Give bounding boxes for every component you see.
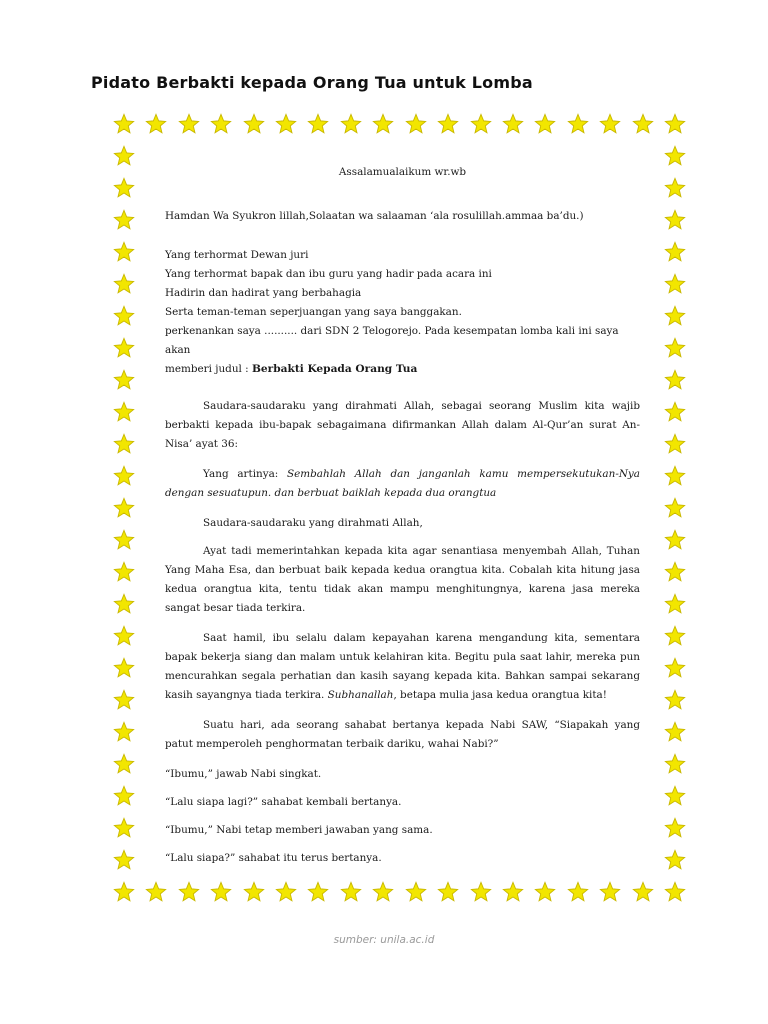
star-icon [664,593,686,615]
star-icon [113,305,135,327]
dialog-line: “Lalu siapa?” sahabat itu terus bertanya. [165,852,382,864]
star-icon [275,113,297,135]
star-icon [340,881,362,903]
document-image [113,113,686,903]
star-icon [664,497,686,519]
star-icon [664,785,686,807]
star-icon [113,529,135,551]
star-icon [664,305,686,327]
star-icon [275,881,297,903]
star-icon [243,113,265,135]
star-icon [210,113,232,135]
salam-line: Assalamualaikum wr.wb [338,166,467,178]
star-icon [664,529,686,551]
star-icon [113,497,135,519]
star-icon [502,113,524,135]
star-icon [113,689,135,711]
dialog-line: “Ibumu,” Nabi tetap memberi jawaban yang sama. [165,824,433,836]
star-icon [567,113,589,135]
star-icon [534,113,556,135]
paragraph [165,465,640,503]
star-icon [113,625,135,647]
star-icon [372,881,394,903]
star-icon [113,241,135,263]
star-icon [307,881,329,903]
greeting-line: perkenankan saya .......... dari SDN 2 Telogorejo. Pada kesempatan lomba kali ini saya akan [165,325,619,356]
star-icon [664,145,686,167]
star-icon [599,113,621,135]
star-icon [632,113,654,135]
star-icon [502,881,524,903]
star-icon [664,561,686,583]
paragraph-prefix: Yang artinya: [203,468,288,480]
star-icon [145,881,167,903]
star-icon [664,465,686,487]
star-icon [470,113,492,135]
star-icon [113,145,135,167]
star-icon [372,113,394,135]
star-icon [664,433,686,455]
star-icon [437,881,459,903]
star-icon [664,177,686,199]
star-icon [664,817,686,839]
star-icon [567,881,589,903]
star-icon [664,241,686,263]
greeting-line: Yang terhormat Dewan juri [165,249,309,261]
star-icon [664,337,686,359]
star-icon [243,881,265,903]
star-icon [664,273,686,295]
star-icon [113,273,135,295]
star-icon [113,593,135,615]
star-icon [113,753,135,775]
paragraph [165,629,640,705]
paragraph: Suatu hari, ada seorang sahabat bertanya kepada Nabi SAW, “Siapakah yang patut memperoleh penghormatan terbaik dariku, wahai Nabi?” [165,719,640,750]
star-icon [113,785,135,807]
star-icon [664,401,686,423]
star-icon [307,113,329,135]
page-title: Pidato Berbakti kepada Orang Tua untuk Lomba [91,73,533,92]
star-icon [405,881,427,903]
speech-title: Berbakti Kepada Orang Tua [251,363,418,375]
star-icon [113,721,135,743]
star-icon [340,113,362,135]
star-icon [664,369,686,391]
star-icon [664,209,686,231]
star-icon [113,433,135,455]
star-icon [113,465,135,487]
speech-text [165,160,640,877]
star-icon [113,817,135,839]
star-icon [534,881,556,903]
star-icon [664,753,686,775]
opening-line: Hamdan Wa Syukron lillah,Solaatan wa salaaman ‘ala rosulillah.ammaa ba’du.) [165,210,584,222]
star-icon [664,113,686,135]
star-icon [178,113,200,135]
paragraph: Saudara-saudaraku yang dirahmati Allah, sebagai seorang Muslim kita wajib berbakti kepada ibu-bapak sebagaimana difirmankan Allah dalam Al-Qur’an surat An-Nisa’ ayat 36: [165,400,640,450]
star-icon [599,881,621,903]
star-icon [437,113,459,135]
star-icon [210,881,232,903]
dialog-line: “Ibumu,” jawab Nabi singkat. [165,768,322,780]
star-icon [470,881,492,903]
judul-prefix: memberi judul : [165,363,249,375]
paragraph: Ayat tadi memerintahkan kepada kita agar senantiasa menyembah Allah, Tuhan Yang Maha Esa, dan berbuat baik kepada kedua orangtua kita. Cobalah kita hitung jasa kedua orangtua kita, tentu tidak akan mampu menghitungnya, karena jasa mereka sangat besar tiada terkira. [165,545,640,614]
paragraph-text: Saat hamil, ibu selalu dalam kepayahan karena mengandung kita, sementara bapak bekerja siang dan malam untuk kelahiran kita. Begitu pula saat lahir, mereka pun mencurahkan segala perhatian dan kasih sayang kepada kita. Bahkan sampai sekarang kasih sayangnya tiada terkira. [165,632,640,701]
star-icon [664,881,686,903]
star-icon [113,337,135,359]
judul-line [165,360,640,379]
star-icon [113,401,135,423]
greeting-line: Yang terhormat bapak dan ibu guru yang hadir pada acara ini [165,268,492,280]
source-caption: sumber: unila.ac.id [333,934,435,946]
star-icon [664,625,686,647]
star-icon [113,177,135,199]
star-icon [664,721,686,743]
star-icon [113,209,135,231]
star-icon [113,369,135,391]
star-icon [632,881,654,903]
verse-translation: Sembahlah Allah dan janganlah kamu mempersekutukan-Nya dengan sesuatupun. dan berbuat baiklah kepada dua orangtua [165,468,640,499]
star-icon [113,561,135,583]
star-icon [178,881,200,903]
greeting-line: Hadirin dan hadirat yang berbahagia [165,287,362,299]
star-icon [664,657,686,679]
italic-word: Subhanallah [327,689,394,701]
star-icon [113,881,135,903]
star-icon [664,849,686,871]
star-icon [145,113,167,135]
paragraph: Saudara-saudaraku yang dirahmati Allah, [203,517,423,529]
star-icon [113,657,135,679]
greeting-line: Serta teman-teman seperjuangan yang saya banggakan. [165,306,462,318]
star-icon [113,113,135,135]
star-icon [664,689,686,711]
star-icon [113,849,135,871]
paragraph-end: , betapa mulia jasa kedua orangtua kita! [393,689,607,701]
star-icon [405,113,427,135]
dialog-line: “Lalu siapa lagi?” sahabat kembali bertanya. [165,796,402,808]
